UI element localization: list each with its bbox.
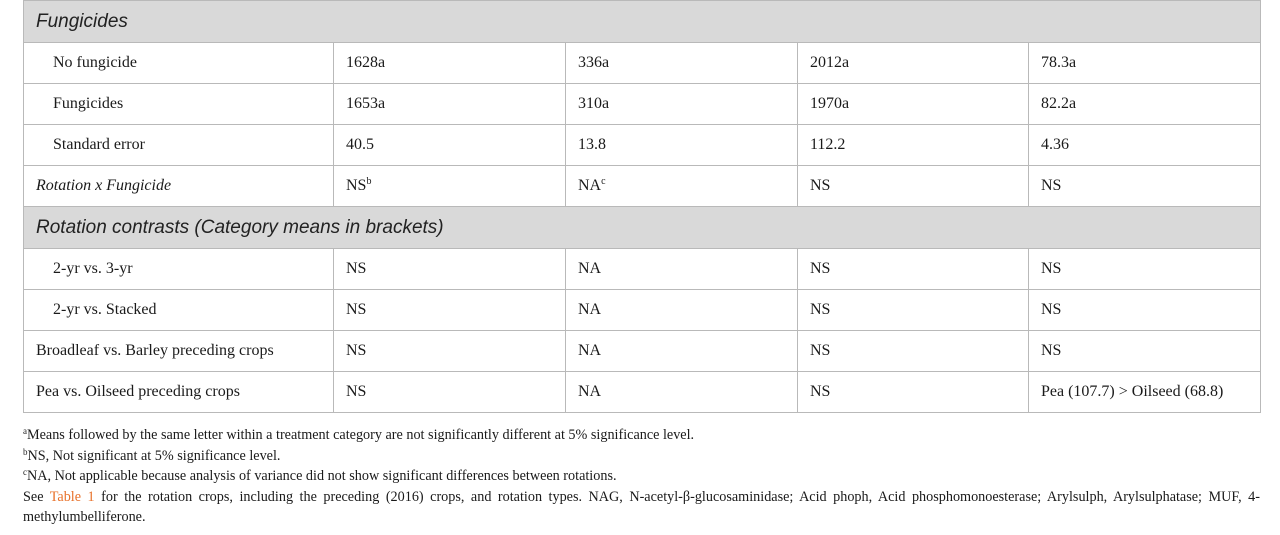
cell-value: NS xyxy=(346,177,367,194)
table-note xyxy=(23,487,1260,528)
table-row xyxy=(24,43,1261,84)
footnote xyxy=(23,466,1260,487)
note-text: for the rotation crops, including the preceding (2016) crops, and rotation types. NAG, N-acetyl-β-glucosaminidase; Acid phoph, Acid phosphomonoesterase; Arylsulph, Arylsulphatase; MUF, 4-methylumbelliferone. xyxy=(23,488,1260,525)
table-cell: NA xyxy=(566,372,798,413)
section-header-row xyxy=(24,1,1261,43)
table-cell: NS xyxy=(798,249,1029,290)
table-cell: NS xyxy=(798,372,1029,413)
cell-value: NA xyxy=(578,177,602,194)
table-cell: NS xyxy=(334,290,566,331)
table-cell: 40.5 xyxy=(334,125,566,166)
table-cell: NS xyxy=(1029,331,1261,372)
table-cell: NS xyxy=(798,166,1029,207)
table-cell: 1653a xyxy=(334,84,566,125)
table-cell: 336a xyxy=(566,43,798,84)
table-cell: 78.3a xyxy=(1029,43,1261,84)
table-cell: 112.2 xyxy=(798,125,1029,166)
row-label: 2-yr vs. Stacked xyxy=(24,290,334,331)
table-cell: NS xyxy=(798,290,1029,331)
table-cell: NS xyxy=(334,249,566,290)
footnote-text: NS, Not significant at 5% significance level. xyxy=(27,447,281,464)
footnote-text: NA, Not applicable because analysis of variance did not show significant differences between rotations. xyxy=(27,468,617,484)
footnote-mark: c xyxy=(23,467,27,477)
table-cell: 1628a xyxy=(334,43,566,84)
table-row xyxy=(24,166,1261,207)
table-cell xyxy=(566,166,798,207)
row-label: Pea vs. Oilseed preceding crops xyxy=(24,372,334,413)
table-row xyxy=(24,372,1261,413)
table-cell: NS xyxy=(334,331,566,372)
table-cell: 310a xyxy=(566,84,798,125)
row-label: No fungicide xyxy=(24,43,334,84)
table-footnotes xyxy=(23,425,1260,528)
table-cell xyxy=(334,166,566,207)
section-title: Fungicides xyxy=(24,1,1261,43)
table-1-link[interactable]: Table 1 xyxy=(49,488,95,505)
footnote-mark: c xyxy=(601,176,606,187)
footnote-mark: a xyxy=(23,426,27,436)
row-label: Fungicides xyxy=(24,84,334,125)
table-cell: NS xyxy=(1029,249,1261,290)
table-cell: NS xyxy=(798,331,1029,372)
footnote-text: Means followed by the same letter within a treatment category are not significantly different at 5% significance level. xyxy=(27,427,695,443)
section-header-row xyxy=(24,207,1261,249)
table-cell: 2012a xyxy=(798,43,1029,84)
table-cell: 4.36 xyxy=(1029,125,1261,166)
table-cell: NA xyxy=(566,249,798,290)
row-label: Rotation x Fungicide xyxy=(24,166,334,207)
row-label: Standard error xyxy=(24,125,334,166)
row-label: Broadleaf vs. Barley preceding crops xyxy=(24,331,334,372)
footnote xyxy=(23,446,1260,467)
table-cell: NA xyxy=(566,290,798,331)
footnote-mark: b xyxy=(366,176,372,187)
table-cell: 13.8 xyxy=(566,125,798,166)
table-row xyxy=(24,331,1261,372)
row-label: 2-yr vs. 3-yr xyxy=(24,249,334,290)
table-cell: Pea (107.7) > Oilseed (68.8) xyxy=(1029,372,1261,413)
table-cell: NS xyxy=(1029,290,1261,331)
table-cell: 1970a xyxy=(798,84,1029,125)
table-cell: 82.2a xyxy=(1029,84,1261,125)
footnote xyxy=(23,425,1260,446)
results-table xyxy=(23,0,1261,413)
section-title: Rotation contrasts (Category means in brackets) xyxy=(24,207,1261,249)
footnote-mark: b xyxy=(23,446,28,457)
table-row xyxy=(24,125,1261,166)
table-cell: NS xyxy=(1029,166,1261,207)
table-row xyxy=(24,249,1261,290)
table-cell: NS xyxy=(334,372,566,413)
table-body xyxy=(24,1,1261,413)
note-prefix: See xyxy=(23,488,50,505)
table-cell: NA xyxy=(566,331,798,372)
table-row xyxy=(24,84,1261,125)
table-row xyxy=(24,290,1261,331)
